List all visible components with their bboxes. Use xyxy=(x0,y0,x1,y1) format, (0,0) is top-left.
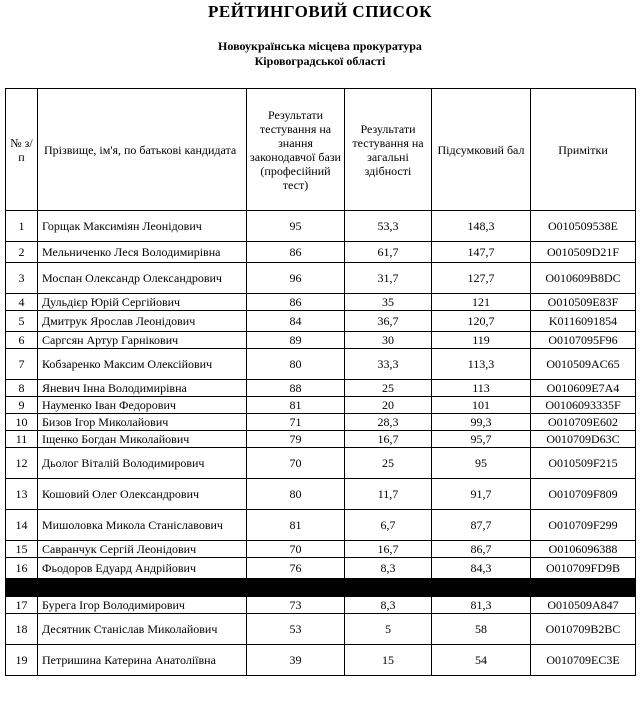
cell-name: Горщак Максиміян Леонідович xyxy=(38,211,247,242)
cell-general-test: 16,7 xyxy=(345,431,432,448)
document-subtitle-line2: Кіровоградської області xyxy=(254,54,386,68)
table-row xyxy=(6,448,636,479)
cell-law-test: 95 xyxy=(247,211,345,242)
cell-law-test: 86 xyxy=(247,294,345,311)
cell-note: O0106096388 xyxy=(531,541,636,558)
cell-num: 14 xyxy=(6,510,38,541)
cell-law-test: 80 xyxy=(247,349,345,380)
cell-num: 16 xyxy=(6,558,38,579)
cell-total: 120,7 xyxy=(432,311,531,332)
cell-total: 121 xyxy=(432,294,531,311)
cell-general-test: 28,3 xyxy=(345,414,432,431)
cell-num: 13 xyxy=(6,479,38,510)
cell-law-test: 81 xyxy=(247,510,345,541)
cell-general-test: 61,7 xyxy=(345,242,432,263)
cell-law-test: 70 xyxy=(247,448,345,479)
cell-name: Дьолог Віталій Володимирович xyxy=(38,448,247,479)
cell-num: 12 xyxy=(6,448,38,479)
table-row xyxy=(6,294,636,311)
cell-name: Десятник Станіслав Миколайович xyxy=(38,614,247,645)
cell-num: 18 xyxy=(6,614,38,645)
cell-total: 84,3 xyxy=(432,558,531,579)
cell-note: O0106093335F xyxy=(531,397,636,414)
cell-name: Саргсян Артур Гарнікович xyxy=(38,332,247,349)
cell-total: 99,3 xyxy=(432,414,531,431)
cell-general-test: 33,3 xyxy=(345,349,432,380)
cell-note: O010509E83F xyxy=(531,294,636,311)
cell-name: Мишоловка Микола Станіславович xyxy=(38,510,247,541)
cell-note: O010709FD9B xyxy=(531,558,636,579)
cell-name: Бурега Ігор Володимирович xyxy=(38,597,247,614)
cell-general-test: 30 xyxy=(345,332,432,349)
cell-name: Кошовий Олег Олександрович xyxy=(38,479,247,510)
cell-general-test: 31,7 xyxy=(345,263,432,294)
cell-general-test: 15 xyxy=(345,645,432,676)
cell-name: Яневич Інна Володимирівна xyxy=(38,380,247,397)
cell-total: 58 xyxy=(432,614,531,645)
cell-note: O010609E7A4 xyxy=(531,380,636,397)
cell-name: Бизов Ігор Миколайович xyxy=(38,414,247,431)
table-row xyxy=(6,479,636,510)
table-row xyxy=(6,645,636,676)
table-row xyxy=(6,541,636,558)
header-general-test: Результати тестування на загальні здібності xyxy=(345,89,432,211)
cell-num: 8 xyxy=(6,380,38,397)
cell-num: 10 xyxy=(6,414,38,431)
header-law-test: Результати тестування на знання законодавчої бази (професійний тест) xyxy=(247,89,345,211)
table-header-row xyxy=(6,89,636,211)
cutoff-separator-bar xyxy=(6,579,636,597)
cell-general-test: 36,7 xyxy=(345,311,432,332)
cell-total: 113 xyxy=(432,380,531,397)
cell-general-test: 16,7 xyxy=(345,541,432,558)
cell-general-test: 25 xyxy=(345,448,432,479)
cell-total: 148,3 xyxy=(432,211,531,242)
cell-general-test: 25 xyxy=(345,380,432,397)
cell-general-test: 8,3 xyxy=(345,597,432,614)
cell-total: 127,7 xyxy=(432,263,531,294)
cell-num: 15 xyxy=(6,541,38,558)
cell-name: Дмитрук Ярослав Леонідович xyxy=(38,311,247,332)
cell-name: Науменко Іван Федорович xyxy=(38,397,247,414)
table-row xyxy=(6,380,636,397)
header-notes: Примітки xyxy=(531,89,636,211)
cell-num: 11 xyxy=(6,431,38,448)
cell-note: O010509A847 xyxy=(531,597,636,614)
cell-note: O010709F809 xyxy=(531,479,636,510)
cell-general-test: 11,7 xyxy=(345,479,432,510)
cell-name: Фьодоров Едуард Андрійович xyxy=(38,558,247,579)
table-row xyxy=(6,263,636,294)
cell-note: O010709B2BC xyxy=(531,614,636,645)
cell-total: 119 xyxy=(432,332,531,349)
cell-law-test: 84 xyxy=(247,311,345,332)
cell-total: 81,3 xyxy=(432,597,531,614)
cutoff-separator-row xyxy=(6,579,636,597)
cell-total: 87,7 xyxy=(432,510,531,541)
header-num: № з/п xyxy=(6,89,38,211)
cell-general-test: 5 xyxy=(345,614,432,645)
table-row xyxy=(6,558,636,579)
cell-name: Моспан Олександр Олександрович xyxy=(38,263,247,294)
cell-law-test: 88 xyxy=(247,380,345,397)
table-row xyxy=(6,510,636,541)
cell-general-test: 6,7 xyxy=(345,510,432,541)
cell-num: 1 xyxy=(6,211,38,242)
cell-note: O010509D21F xyxy=(531,242,636,263)
cell-note: O010709D63C xyxy=(531,431,636,448)
cell-note: O010709EC3E xyxy=(531,645,636,676)
cell-total: 113,3 xyxy=(432,349,531,380)
cell-total: 86,7 xyxy=(432,541,531,558)
cell-num: 3 xyxy=(6,263,38,294)
table-row xyxy=(6,211,636,242)
cell-law-test: 86 xyxy=(247,242,345,263)
cell-total: 91,7 xyxy=(432,479,531,510)
cell-law-test: 81 xyxy=(247,397,345,414)
cell-note: O010709F299 xyxy=(531,510,636,541)
cell-law-test: 89 xyxy=(247,332,345,349)
cell-law-test: 73 xyxy=(247,597,345,614)
cell-total: 95,7 xyxy=(432,431,531,448)
cell-name: Савранчук Сергій Леонідович xyxy=(38,541,247,558)
cell-general-test: 53,3 xyxy=(345,211,432,242)
cell-num: 6 xyxy=(6,332,38,349)
document-title: РЕЙТИНГОВИЙ СПИСОК xyxy=(208,2,432,21)
cell-num: 17 xyxy=(6,597,38,614)
cell-note: O010509538E xyxy=(531,211,636,242)
cell-general-test: 8,3 xyxy=(345,558,432,579)
header-total: Підсумковий бал xyxy=(432,89,531,211)
cell-num: 7 xyxy=(6,349,38,380)
cell-law-test: 53 xyxy=(247,614,345,645)
table-row xyxy=(6,431,636,448)
document-subtitle-line1: Новоукраїнська місцева прокуратура xyxy=(218,39,422,53)
cell-law-test: 70 xyxy=(247,541,345,558)
cell-note: O010509AC65 xyxy=(531,349,636,380)
cell-name: Кобзаренко Максим Олексійович xyxy=(38,349,247,380)
cell-law-test: 39 xyxy=(247,645,345,676)
cell-general-test: 20 xyxy=(345,397,432,414)
cell-num: 9 xyxy=(6,397,38,414)
table-row xyxy=(6,311,636,332)
cell-law-test: 76 xyxy=(247,558,345,579)
table-row xyxy=(6,614,636,645)
cell-total: 147,7 xyxy=(432,242,531,263)
cell-num: 5 xyxy=(6,311,38,332)
cell-law-test: 96 xyxy=(247,263,345,294)
table-row xyxy=(6,397,636,414)
cell-note: O010509F215 xyxy=(531,448,636,479)
cell-total: 95 xyxy=(432,448,531,479)
cell-num: 4 xyxy=(6,294,38,311)
cell-note: O0107095F96 xyxy=(531,332,636,349)
table-row xyxy=(6,349,636,380)
cell-note: K0116091854 xyxy=(531,311,636,332)
rating-table xyxy=(5,88,636,676)
cell-law-test: 80 xyxy=(247,479,345,510)
table-row xyxy=(6,332,636,349)
table-row xyxy=(6,597,636,614)
cell-name: Іщенко Богдан Миколайович xyxy=(38,431,247,448)
cell-num: 2 xyxy=(6,242,38,263)
cell-name: Петришина Катерина Анатоліївна xyxy=(38,645,247,676)
table-row xyxy=(6,242,636,263)
header-name: Прізвище, ім'я, по батькові кандидата xyxy=(38,89,247,211)
cell-note: O010709E602 xyxy=(531,414,636,431)
cell-law-test: 71 xyxy=(247,414,345,431)
cell-name: Мельниченко Леся Володимирівна xyxy=(38,242,247,263)
cell-law-test: 79 xyxy=(247,431,345,448)
table-row xyxy=(6,414,636,431)
cell-num: 19 xyxy=(6,645,38,676)
cell-total: 101 xyxy=(432,397,531,414)
cell-general-test: 35 xyxy=(345,294,432,311)
cell-total: 54 xyxy=(432,645,531,676)
cell-note: O010609B8DC xyxy=(531,263,636,294)
cell-name: Дульдієр Юрій Сергійович xyxy=(38,294,247,311)
